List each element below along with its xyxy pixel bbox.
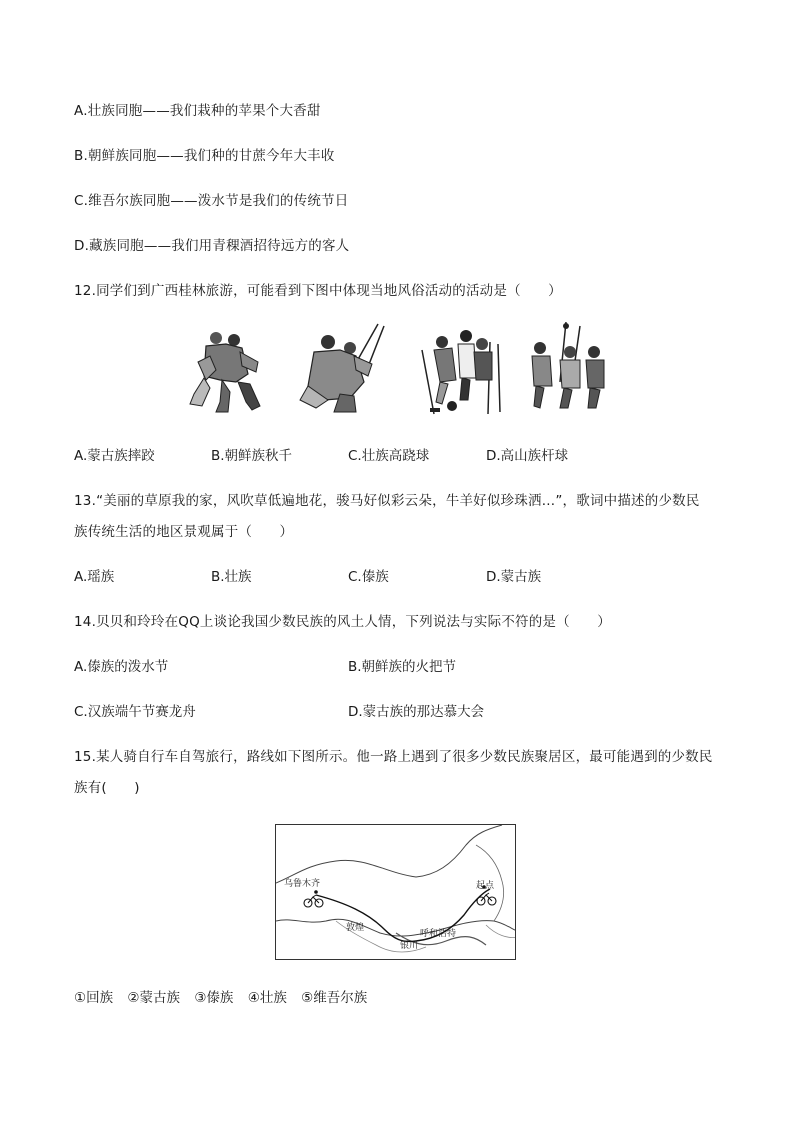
q15-item-2: ②蒙古族 <box>127 990 181 1006</box>
q15-stem-line2: 族有( ) <box>74 780 140 796</box>
pole-ball-illustration <box>520 322 616 418</box>
q13-stem-line1: 13.“美丽的草原我的家，风吹草低遍地花，骏马好似彩云朵，牛羊好似珍珠洒…”，歌词中描述的少数民 <box>74 493 700 509</box>
map-label-yinchuan: 银川 <box>400 941 419 951</box>
q12-option-d: D.高山族杆球 <box>486 448 569 464</box>
q12-stem: 12.同学们到广西桂林旅游，可能看到下图中体现当地风俗活动的活动是（ ） <box>74 283 562 299</box>
route-map-drawing <box>276 825 516 960</box>
q12-option-c: C.壮族高跷球 <box>348 448 430 464</box>
q15-stem-line1: 15.某人骑自行车自驾旅行，路线如下图所示。他一路上遇到了很多少数民族聚居区，最可能遇到的少数民 <box>74 749 713 765</box>
q14-option-b: B.朝鲜族的火把节 <box>348 659 457 675</box>
q14-stem: 14.贝贝和玲玲在QQ上谈论我国少数民族的风土人情，下列说法与实际不符的是（ ） <box>74 614 611 630</box>
q11-option-c: C.维吾尔族同胞——泼水节是我们的传统节日 <box>74 193 349 209</box>
swing-illustration <box>294 322 390 418</box>
stilt-ball-illustration <box>412 322 508 418</box>
map-label-start: 起点 <box>476 881 495 891</box>
q13-option-c: C.傣族 <box>348 569 389 585</box>
q15-item-3: ③傣族 <box>194 990 234 1006</box>
bike-icon-east <box>477 893 496 905</box>
q15-item-5: ⑤维吾尔族 <box>301 990 368 1006</box>
q13-option-d: D.蒙古族 <box>486 569 542 585</box>
q14-option-d: D.蒙古族的那达慕大会 <box>348 704 485 720</box>
q14-option-a: A.傣族的泼水节 <box>74 659 169 675</box>
q15-choice-list <box>74 988 377 1008</box>
map-label-hohhot: 呼和浩特 <box>420 929 457 939</box>
q12-option-a: A.蒙古族摔跤 <box>74 448 155 464</box>
wrestling-illustration <box>176 322 272 418</box>
q12-image-row <box>176 322 616 418</box>
q11-option-a: A.壮族同胞——我们栽种的苹果个大香甜 <box>74 103 321 119</box>
q12-option-b: B.朝鲜族秋千 <box>211 448 293 464</box>
q13-stem-line2: 族传统生活的地区景观属于（ ） <box>74 524 294 540</box>
q14-option-c: C.汉族端午节赛龙舟 <box>74 704 196 720</box>
q13-option-b: B.壮族 <box>211 569 252 585</box>
q15-item-1: ①回族 <box>74 990 114 1006</box>
q11-option-d: D.藏族同胞——我们用青稞酒招待远方的客人 <box>74 238 350 254</box>
q15-item-4: ④壮族 <box>247 990 287 1006</box>
map-label-urumqi: 乌鲁木齐 <box>284 879 321 889</box>
route-map <box>275 824 516 960</box>
q13-option-a: A.瑶族 <box>74 569 115 585</box>
map-label-dunhuang: 敦煌 <box>346 923 365 933</box>
q11-option-b: B.朝鲜族同胞——我们种的甘蔗今年大丰收 <box>74 148 335 164</box>
